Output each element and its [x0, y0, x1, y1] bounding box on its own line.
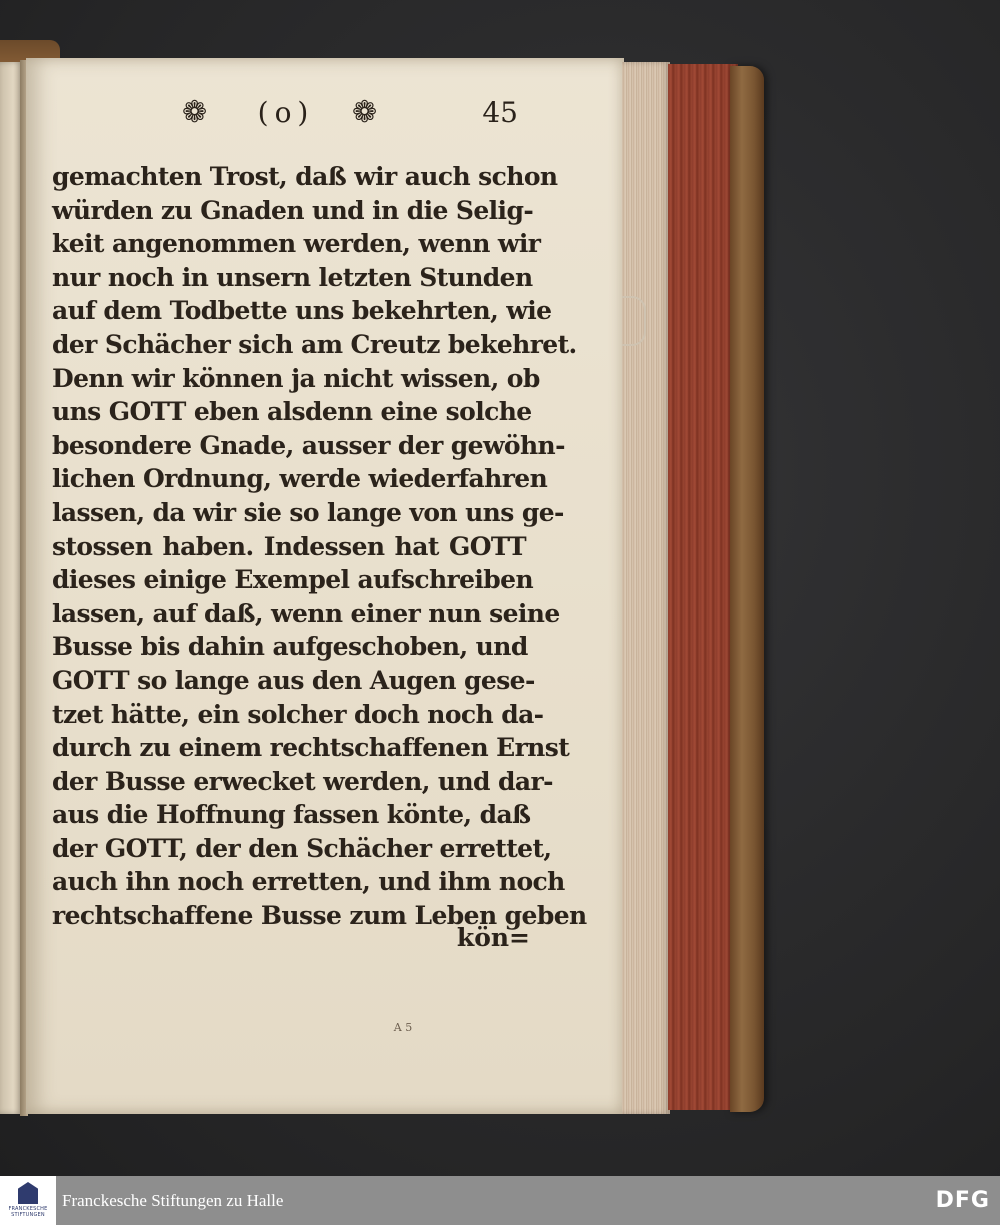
- page-marker: (o): [257, 96, 315, 129]
- ornament-right-icon: ❁: [352, 95, 378, 130]
- text-line: aus die Hoffnung fassen könte, daß: [52, 800, 531, 830]
- text-line: uns GOTT eben alsdenn eine solche: [52, 397, 532, 427]
- signature-mark: A 5: [393, 1021, 413, 1034]
- institution-name: Franckesche Stiftungen zu Halle: [62, 1191, 284, 1210]
- text-line: auch ihn noch erretten, und ihm noch: [52, 867, 565, 897]
- ornament-left-icon: ❁: [182, 95, 208, 130]
- text-line: würden zu Gnaden und in die Selig-: [52, 195, 534, 225]
- text-line: der Schächer sich am Creutz bekehret.: [52, 329, 577, 359]
- text-line: nur noch in unsern letzten Stunden: [52, 262, 533, 292]
- book-spine: [730, 66, 764, 1112]
- text-line: Busse bis dahin aufgeschoben, und: [52, 632, 528, 662]
- page-block-edges: [622, 62, 670, 1114]
- text-line: stossen haben. Indessen hat GOTT: [52, 531, 526, 561]
- body-text: [52, 160, 587, 933]
- text-line: keit angenommen werden, wenn wir: [52, 229, 541, 259]
- text-line: lichen Ordnung, werde wiederfahren: [52, 464, 548, 494]
- text-line: lassen, da wir sie so lange von uns ge-: [52, 497, 564, 527]
- text-line: rechtschaffene Busse zum Leben geben: [52, 901, 587, 931]
- left-page-edge: [0, 62, 22, 1114]
- text-line: auf dem Todbette uns bekehrten, wie: [52, 296, 552, 326]
- red-page-edges: [668, 64, 738, 1110]
- dfg-logo[interactable]: DFG: [935, 1188, 990, 1213]
- institution-logo[interactable]: [0, 1176, 56, 1225]
- text-line: durch zu einem rechtschaffenen Ernst: [52, 733, 570, 763]
- building-icon: [18, 1182, 38, 1204]
- page-number: 45: [482, 96, 518, 129]
- text-line: der Busse erwecket werden, und dar-: [52, 766, 553, 796]
- text-line: dieses einige Exempel aufschreiben: [52, 565, 534, 595]
- text-line: GOTT so lange aus den Augen gese-: [52, 665, 535, 695]
- footer-bar: [0, 1176, 1000, 1225]
- catchword: kön=: [456, 923, 530, 952]
- text-line: lassen, auf daß, wenn einer nun seine: [52, 598, 560, 628]
- text-line: Denn wir können ja nicht wissen, ob: [52, 363, 540, 393]
- text-line: gemachten Trost, daß wir auch schon: [52, 162, 558, 191]
- bookmark-ribbon: [622, 296, 646, 346]
- text-line: der GOTT, der den Schächer errettet,: [52, 833, 552, 863]
- text-line: tzet hätte, ein solcher doch noch da-: [52, 699, 544, 729]
- logo-text: FRANCKESCHE STIFTUNGEN: [8, 1206, 48, 1218]
- text-line: besondere Gnade, ausser der gewöhn-: [52, 430, 565, 460]
